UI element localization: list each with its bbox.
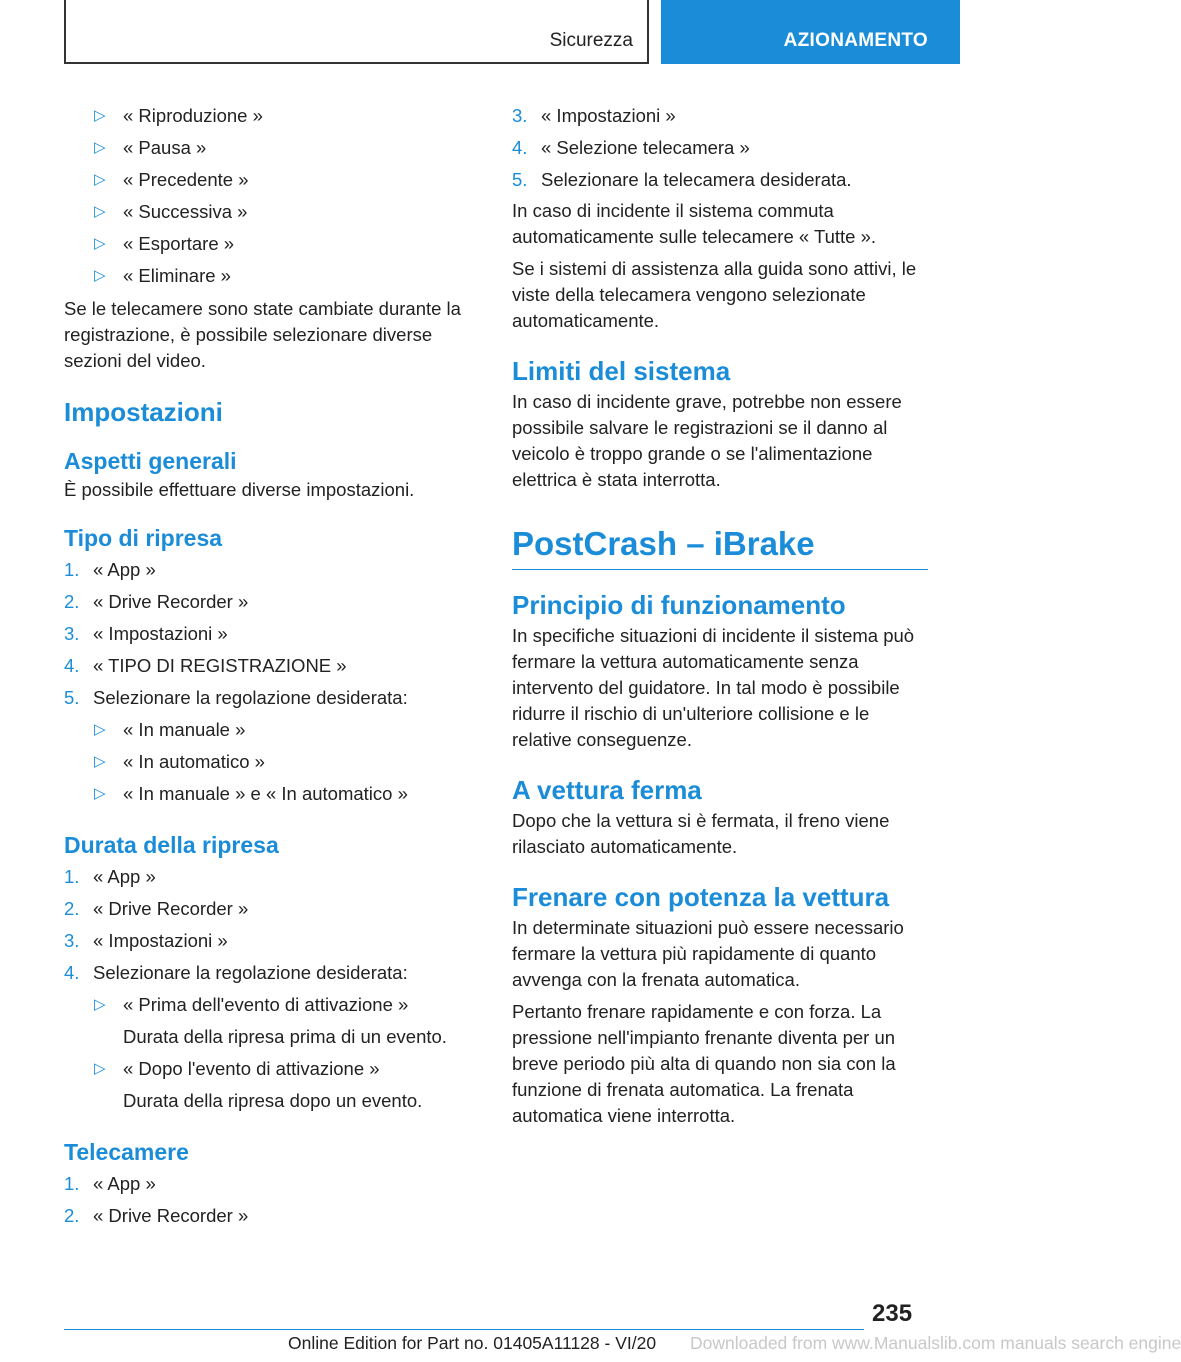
list-item: 5. Selezionare la regolazione desiderata: — [64, 687, 408, 708]
heading-postcrash: PostCrash – iBrake — [512, 525, 928, 570]
playback-list — [64, 100, 476, 292]
heading-stopped: A vettura ferma — [512, 775, 702, 805]
list-item: ▷ « In automatico » — [64, 746, 476, 778]
list-item-description: Durata della ripresa dopo un evento. — [123, 1090, 423, 1111]
list-item: ▷ « Pausa » — [64, 132, 476, 164]
heading-general: Aspetti generali — [64, 448, 237, 474]
list-item: ▷ « Eliminare » — [64, 260, 476, 292]
paragraph-assist: Se i sistemi di assistenza alla guida sono attivi, le viste della telecamera vengono selezionate automaticamente. — [512, 258, 917, 331]
list-item: ▷ « Precedente » — [64, 164, 476, 196]
heading-cameras: Telecamere — [64, 1139, 189, 1165]
list-item: 4. « TIPO DI REGISTRAZIONE » — [64, 655, 347, 676]
header-section-tab — [64, 0, 649, 64]
left-column — [64, 100, 476, 1232]
cameras-steps-continued — [512, 100, 928, 196]
list-item: ▷ « Riproduzione » — [64, 100, 476, 132]
page-number: 235 — [872, 1300, 913, 1327]
paragraph-general: È possibile effettuare diverse impostazioni. — [64, 479, 415, 500]
paragraph-incident: In caso di incidente il sistema commuta automaticamente sulle telecamere « Tutte ». — [512, 200, 877, 247]
list-item: 1. « App » — [64, 1173, 156, 1194]
header-chapter-tab — [661, 0, 960, 64]
bullet-icon: ▷ — [94, 203, 106, 220]
paragraph-brake-2: Pertanto frenare rapidamente e con forza. La pressione nell'impianto frenante diventa per un breve periodo più alta di quando non sia con la funzione di frenata automatica. La frenata automatica viene interrotta. — [512, 1001, 896, 1126]
bullet-icon: ▷ — [94, 721, 106, 738]
list-item: 5. Selezionare la telecamera desiderata. — [512, 169, 852, 190]
footer-divider — [64, 1329, 864, 1330]
list-item: ▷ « Successiva » — [64, 196, 476, 228]
paragraph-stopped: Dopo che la vettura si è fermata, il freno viene rilasciato automaticamente. — [512, 810, 890, 857]
paragraph-cameras-changed: Se le telecamere sono state cambiate durante la registrazione, è possibile selezionare diverse sezioni del video. — [64, 298, 461, 371]
paragraph-brake-1: In determinate situazioni può essere necessario fermare la vettura più rapidamente di quanto avvenga con la frenata automatica. — [512, 917, 904, 990]
bullet-icon: ▷ — [94, 785, 106, 802]
recording-type-steps — [64, 554, 476, 810]
recording-duration-steps — [64, 861, 476, 1117]
list-item: 3. « Impostazioni » — [64, 623, 228, 644]
list-item: 3. « Impostazioni » — [64, 930, 228, 951]
list-item: 2. « Drive Recorder » — [64, 898, 249, 919]
heading-principle: Principio di funzionamento — [512, 590, 846, 620]
paragraph-limits: In caso di incidente grave, potrebbe non essere possibile salvare le registrazioni se il danno al veicolo è troppo grande o se l'alimentazione elettrica è stata interrotta. — [512, 391, 902, 490]
list-item: 2. « Drive Recorder » — [64, 1205, 249, 1226]
heading-settings: Impostazioni — [64, 397, 223, 427]
bullet-icon: ▷ — [94, 235, 106, 252]
list-item: 1. « App » — [64, 559, 156, 580]
paragraph-principle: In specifiche situazioni di incidente il sistema può fermare la vettura automaticamente senza intervento del guidatore. In tal modo è possibile ridurre il rischio di un'ulteriore collisione e le relative conseguenze. — [512, 625, 915, 750]
bullet-icon: ▷ — [94, 171, 106, 188]
bullet-icon: ▷ — [94, 139, 106, 156]
right-column — [512, 100, 928, 1129]
list-item: 4. « Selezione telecamera » — [512, 137, 750, 158]
bullet-icon: ▷ — [94, 267, 106, 284]
list-item-description: Durata della ripresa prima di un evento. — [123, 1026, 447, 1047]
header-section-label: Sicurezza — [549, 30, 633, 51]
footer-watermark: Downloaded from www.Manualslib.com manuals search engine — [690, 1333, 1181, 1353]
footer-edition: Online Edition for Part no. 01405A11128 - VI/20 — [288, 1333, 657, 1353]
heading-recording-type: Tipo di ripresa — [64, 525, 223, 551]
heading-limits: Limiti del sistema — [512, 356, 731, 386]
list-item: ▷ « In manuale » — [64, 714, 476, 746]
list-item: ▷ « Prima dell'evento di attivazione » — [64, 989, 476, 1021]
bullet-icon: ▷ — [94, 996, 106, 1013]
heading-recording-duration: Durata della ripresa — [64, 832, 279, 858]
header-chapter-label: AZIONAMENTO — [783, 30, 928, 51]
list-item: ▷ « Dopo l'evento di attivazione » — [64, 1053, 476, 1085]
list-item: ▷ « Esportare » — [64, 228, 476, 260]
heading-brake: Frenare con potenza la vettura — [512, 882, 890, 912]
cameras-steps — [64, 1168, 476, 1232]
list-item: 2. « Drive Recorder » — [64, 591, 249, 612]
list-item: 4. Selezionare la regolazione desiderata: — [64, 962, 408, 983]
list-item: 1. « App » — [64, 866, 156, 887]
list-item: ▷ « In manuale » e « In automatico » — [64, 778, 476, 810]
bullet-icon: ▷ — [94, 107, 106, 124]
bullet-icon: ▷ — [94, 1060, 106, 1077]
bullet-icon: ▷ — [94, 753, 106, 770]
list-item: 3. « Impostazioni » — [512, 105, 676, 126]
